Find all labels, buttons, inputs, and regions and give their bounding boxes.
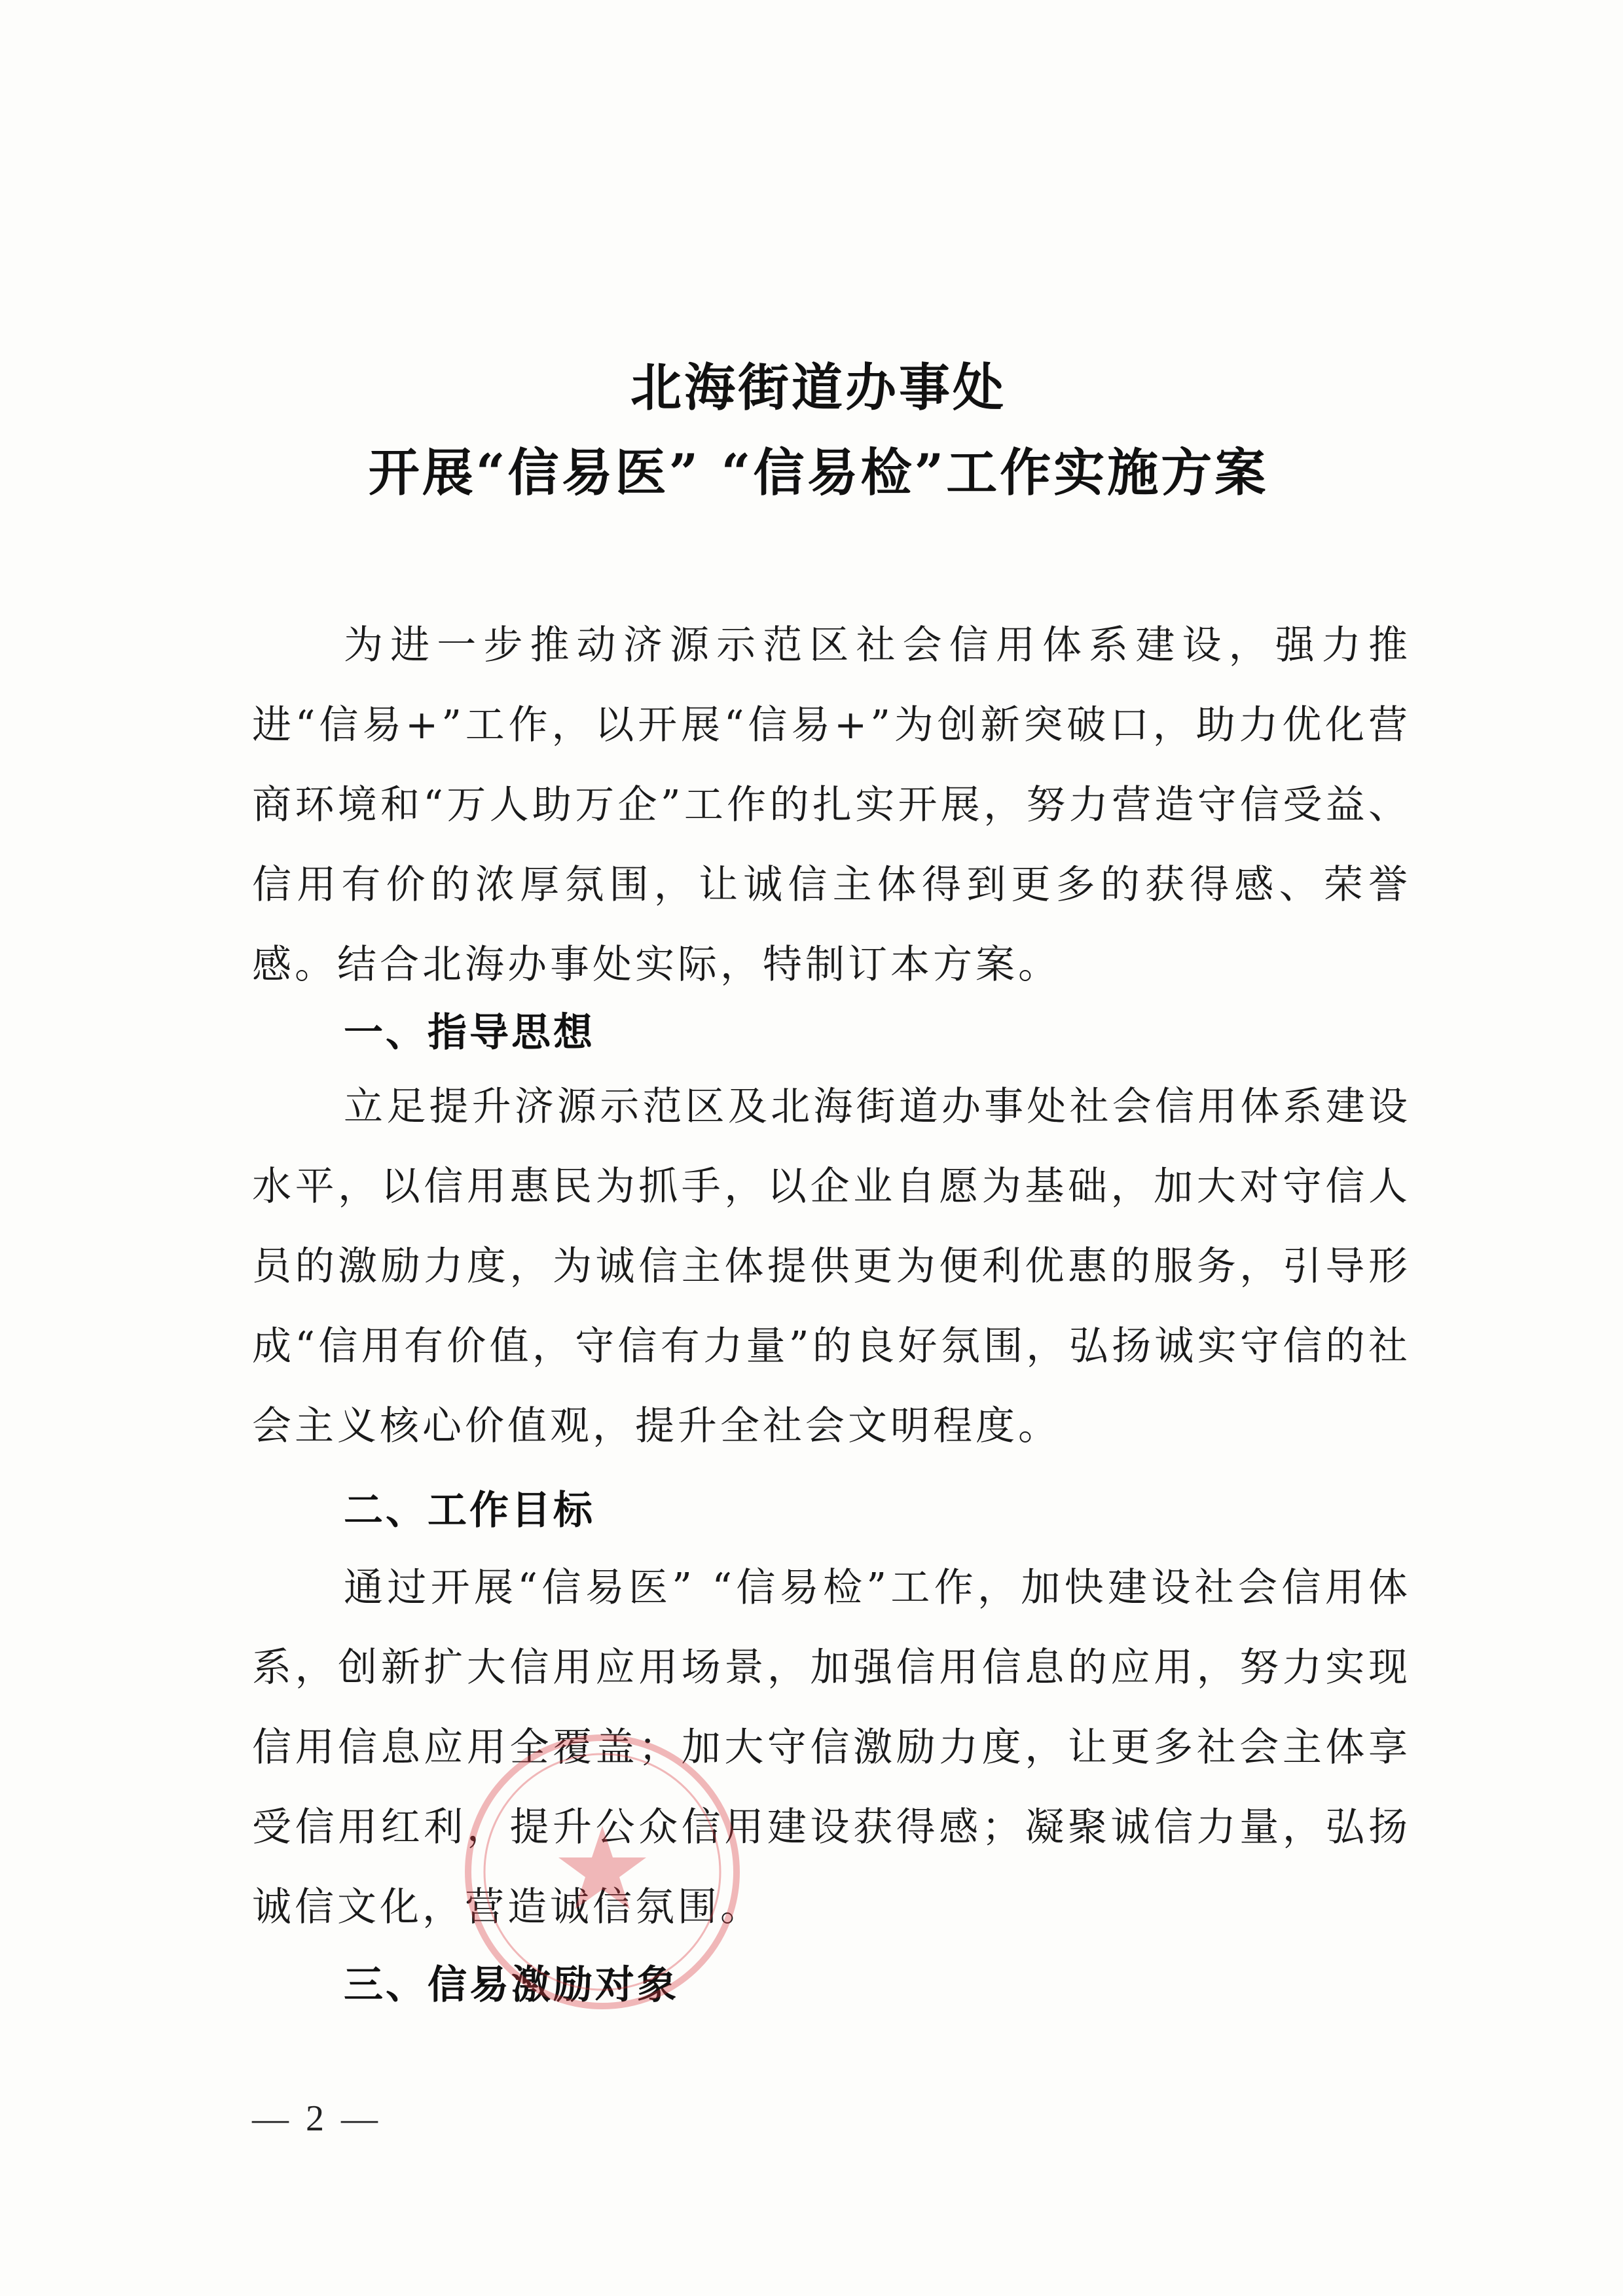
section1-heading: 一、指导思想: [344, 1010, 595, 1056]
page-number: — 2 —: [252, 2098, 382, 2139]
official-seal-icon: [458, 1728, 746, 2016]
document-title-line2: 开展“信易医” “信易检”工作实施方案: [368, 443, 1269, 503]
section1-body: 立足提升济源示范区及北海街道办事处社会信用体系建设水平，以信用惠民为抓手，以企业自愿为基础，加大对守信人员的激励力度，为诚信主体提供更为便利优惠的服务，引导形成“信用有价值，守信有力量”的良好氛围，弘扬诚实守信的社会主义核心价值观，提升全社会文明程度。: [252, 1084, 1411, 1449]
intro-paragraph: 为进一步推动济源示范区社会信用体系建设，强力推进“信易+”工作，以开展“信易+”为创新突破口，助力优化营商环境和“万人助万企”工作的扎实开展，努力营造守信受益、信用有价的浓厚氛围，让诚信主体得到更多的获得感、荣誉感。结合北海办事处实际，特制订本方案。: [252, 622, 1411, 988]
section2-body: 通过开展“信易医” “信易检”工作，加快建设社会信用体系，创新扩大信用应用场景，加强信用信息的应用，努力实现信用信息应用全覆盖；加大守信激励力度，让更多社会主体享受信用红利，提升公众信用建设获得感；凝聚诚信力量，弘扬诚信文化，营造诚信氛围。: [252, 1565, 1411, 1930]
section3-heading: 三、信易激励对象: [344, 1962, 679, 2008]
document-title-line1: 北海街道办事处: [630, 358, 1006, 418]
section2-heading: 二、工作目标: [344, 1488, 595, 1534]
